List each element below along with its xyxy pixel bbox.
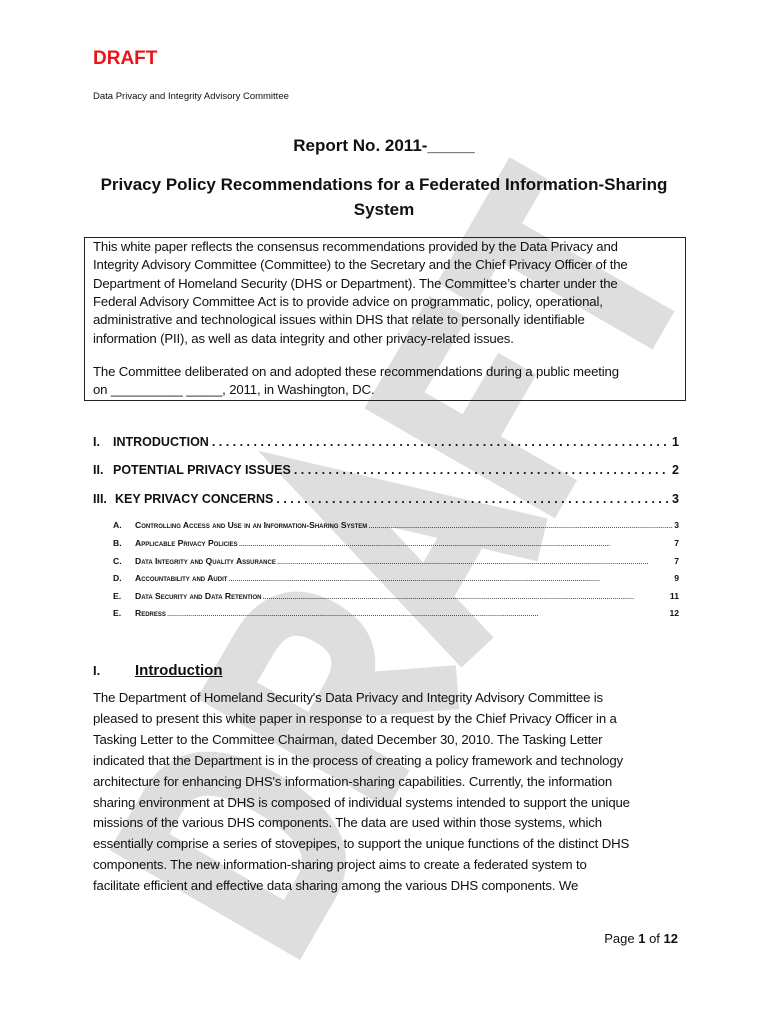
body-line: The Department of Homeland Security's Data Privacy and Integrity Advisory Committee is xyxy=(93,690,604,705)
toc-letter: D. xyxy=(113,573,122,583)
toc-leader xyxy=(262,591,668,601)
toc-subentry[interactable] xyxy=(113,591,679,601)
toc-page: 11 xyxy=(669,591,679,601)
toc-title: Accountability and Audit xyxy=(135,573,228,583)
toc-leader xyxy=(368,520,673,530)
page-word: Page xyxy=(604,931,635,946)
current-page: 1 xyxy=(638,931,646,946)
toc-page: 2 xyxy=(672,463,679,477)
body-line: missions of the various DHS components. The data are used within those systems, which xyxy=(93,815,602,831)
toc-letter: B. xyxy=(113,538,122,548)
toc-page: 3 xyxy=(672,492,679,506)
toc-page: 1 xyxy=(672,435,679,449)
toc-leader xyxy=(239,538,674,548)
summary-line: Federal Advisory Committee Act is to provide advice on programmatic, policy, operational, xyxy=(93,293,603,309)
summary-line: The Committee deliberated on and adopted these recommendations during a public meeting xyxy=(93,364,619,379)
document-title-line: Privacy Policy Recommendations for a Federated Information-Sharing xyxy=(100,175,668,194)
toc-leader xyxy=(228,573,673,583)
toc-leader xyxy=(277,556,673,566)
body-line: architecture for enhancing DHS's information-sharing capabilities. Currently, the information xyxy=(93,773,613,789)
toc-entry[interactable] xyxy=(93,492,679,506)
toc-title: Applicable Privacy Policies xyxy=(135,538,238,548)
page-footer xyxy=(560,931,678,946)
summary-line: information (PII), as well as data integrity and other privacy-related issues. xyxy=(93,330,514,346)
body-line: essentially comprise a series of stovepipes, to support the unique functions of the distinct DHS xyxy=(93,836,630,852)
toc-title: Controlling Access and Use in an Information-Sharing System xyxy=(135,520,368,530)
document-title-line: System xyxy=(353,200,415,219)
report-number: Report No. 2011-_____ xyxy=(293,136,475,155)
body-line: pleased to present this white paper in response to a request by the Chief Privacy Officer in a xyxy=(93,710,617,726)
toc-subentry[interactable] xyxy=(113,608,679,618)
toc-letter: E. xyxy=(113,591,122,601)
summary-line: administrative and technological issues within DHS that relate to personally identifiable xyxy=(93,312,585,328)
total-pages: 12 xyxy=(663,931,678,946)
toc-subentry[interactable] xyxy=(113,556,679,566)
toc-number: II. xyxy=(93,463,104,477)
body-line: indicated that the Department is in the process of creating a policy framework and technology xyxy=(93,752,623,768)
body-line: sharing environment at DHS is composed of individual systems intended to support the unique xyxy=(93,794,630,810)
toc-leader xyxy=(294,463,669,477)
toc-page: 12 xyxy=(669,608,679,618)
toc-leader xyxy=(212,435,669,449)
toc-title: Data Security and Data Retention xyxy=(135,591,262,601)
toc-leader xyxy=(167,608,669,618)
toc-page: 7 xyxy=(674,556,679,566)
committee-header: Data Privacy and Integrity Advisory Committee xyxy=(93,91,289,102)
toc-letter: E. xyxy=(113,608,122,618)
toc-title: KEY PRIVACY CONCERNS xyxy=(115,492,274,506)
toc-number: I. xyxy=(93,435,100,449)
body-line: Tasking Letter to the Committee Chairman, dated December 30, 2010. The Tasking Letter xyxy=(93,731,603,747)
toc-subentry[interactable] xyxy=(113,573,679,583)
toc-subentry[interactable] xyxy=(113,520,679,530)
toc-page: 7 xyxy=(674,538,679,548)
toc-title: INTRODUCTION xyxy=(113,435,209,449)
toc-title: Data Integrity and Quality Assurance xyxy=(135,556,276,566)
summary-box xyxy=(84,237,686,401)
summary-line: on __________ _____, 2011, in Washington, DC. xyxy=(93,382,375,398)
section-heading: Introduction xyxy=(135,662,223,679)
toc-subentry[interactable] xyxy=(113,538,679,548)
toc-title: POTENTIAL PRIVACY ISSUES xyxy=(113,463,291,477)
section-number: I. xyxy=(93,663,101,678)
toc-title: Redress xyxy=(135,608,166,618)
toc-entry[interactable] xyxy=(93,435,679,449)
body-line: components. The new information-sharing project aims to create a federated system to xyxy=(93,857,587,873)
of-word: of xyxy=(649,931,660,946)
toc-page: 3 xyxy=(674,520,679,530)
toc-entry[interactable] xyxy=(93,463,679,477)
toc-page: 9 xyxy=(674,573,679,583)
body-line: facilitate efficient and effective data sharing among the various DHS components. We xyxy=(93,878,579,894)
summary-line: Integrity Advisory Committee (Committee) to the Secretary and the Chief Privacy Officer of the xyxy=(93,257,628,273)
summary-line: This white paper reflects the consensus recommendations provided by the Data Privacy and xyxy=(93,239,618,254)
toc-number: III. xyxy=(93,492,107,506)
toc-leader xyxy=(276,492,669,506)
summary-line: Department of Homeland Security (DHS or Department). The Committee’s charter under the xyxy=(93,275,618,291)
draft-label: DRAFT xyxy=(93,48,158,69)
toc-letter: C. xyxy=(113,556,122,566)
toc-letter: A. xyxy=(113,520,122,530)
